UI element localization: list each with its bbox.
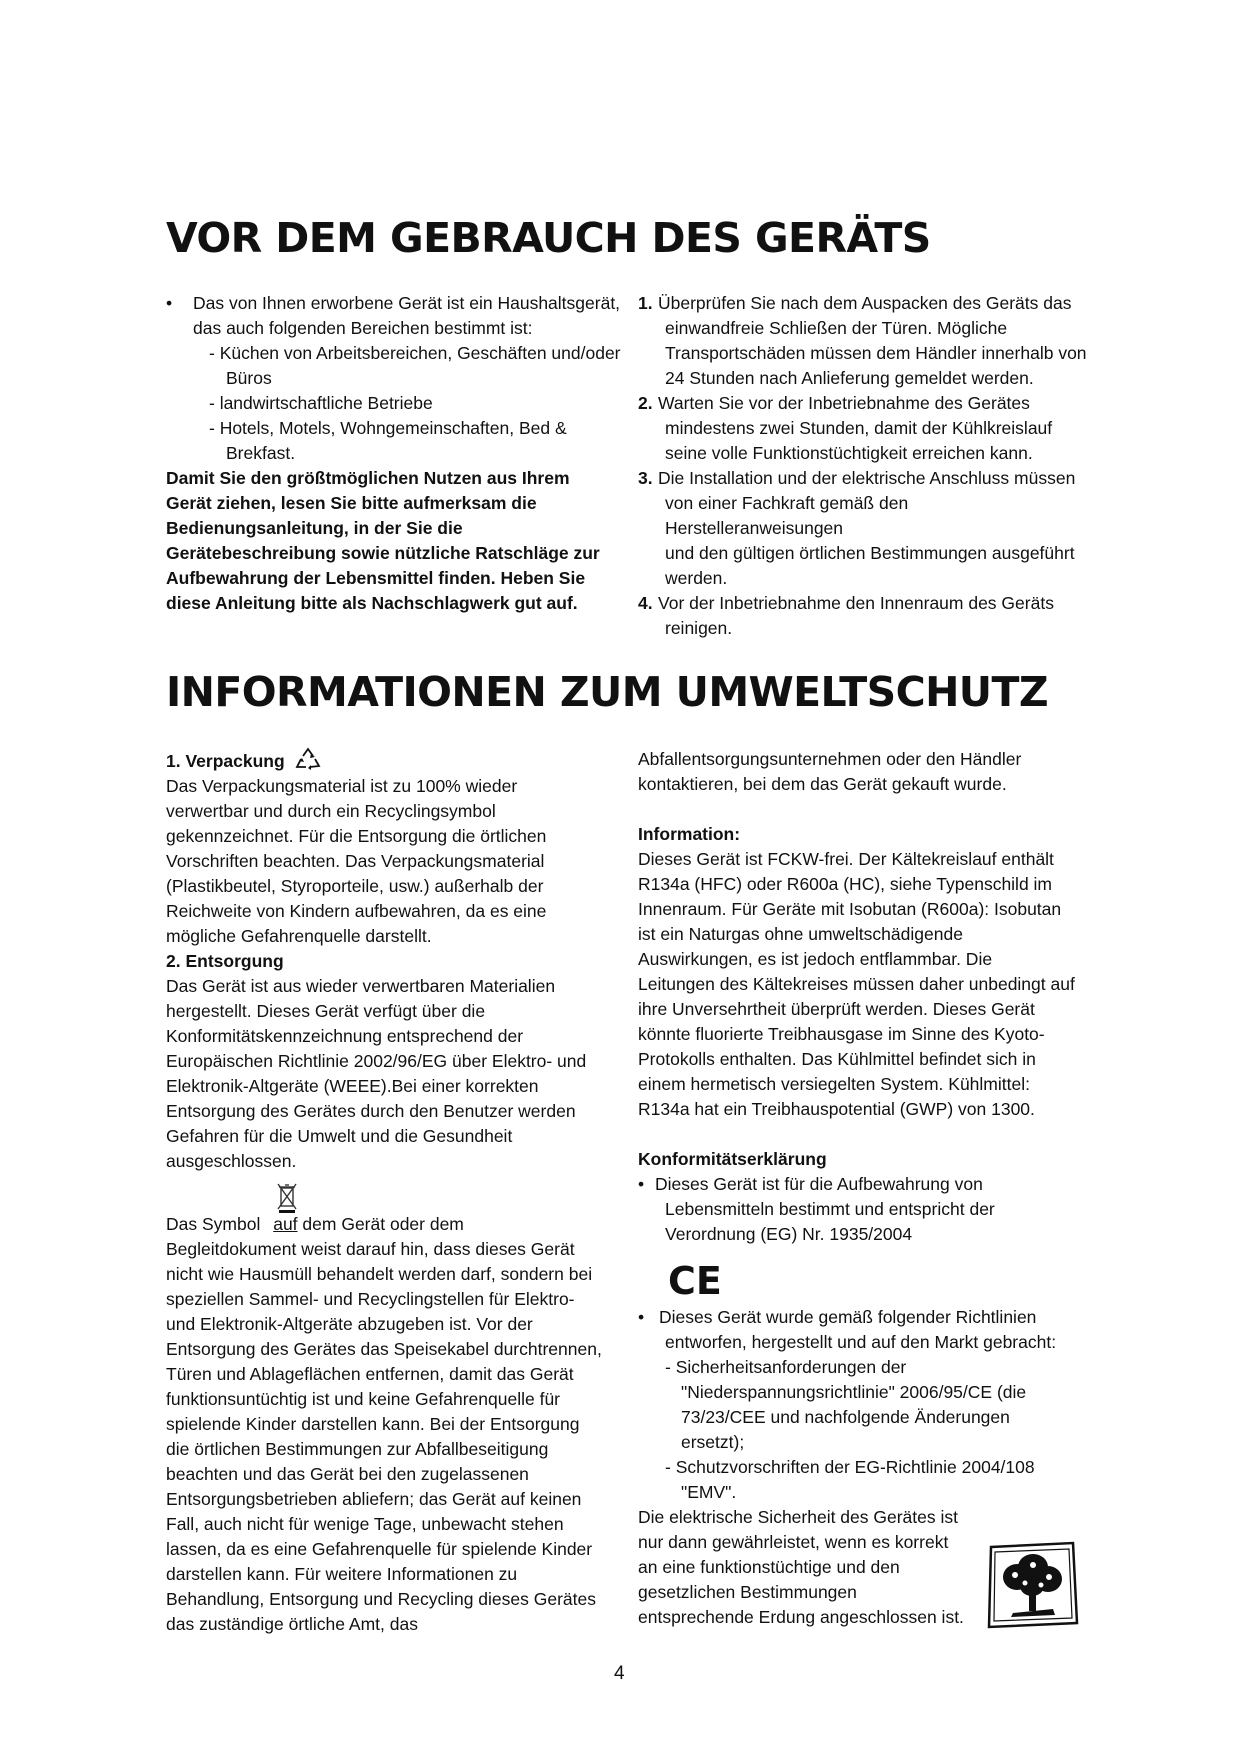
- directive-item: - Sicherheitsanforderungen der: [665, 1357, 907, 1377]
- step-item: 1. Überprüfen Sie nach dem Auspacken des Geräts das einwandfreie Schließen der Türen. Mögliche Transportschäden müssen dem Händler innerhalb von 24 Stunden nach Anlieferung gemeldet werden.: [638, 293, 1087, 388]
- svg-text:CE: CE: [668, 1261, 722, 1301]
- bullet-household: • Das von Ihnen erworbene Gerät ist ein Haushaltsgerät, das auch folgenden Bereichen bestimmt ist:: [166, 293, 621, 338]
- area-item: - landwirtschaftliche Betriebe: [209, 393, 433, 413]
- section-title-before-use: VOR DEM GEBRAUCH DES GERÄTS: [166, 214, 931, 262]
- directive-item-cont: "Niederspannungsrichtlinie" 2006/95/CE (die: [681, 1382, 1027, 1402]
- step-item: 3. Die Installation und der elektrische Anschluss müssen von einer Fachkraft gemäß den Herstelleranweisungen und den gültigen örtlichen Bestimmungen ausgeführt werden.: [638, 468, 1076, 588]
- step-item: 2. Warten Sie vor der Inbetriebnahme des Gerätes mindestens zwei Stunden, damit der Kühlkreislauf seine volle Funktionstüchtigkeit erreichen kann.: [638, 393, 1053, 463]
- environment-right-column: Abfallentsorgungsunternehmen oder den Händler kontaktieren, bei dem das Gerät gekauft wurde. Information: Dieses Gerät ist FCKW-frei. Der Kältekreislauf enthält R134a (HFC) oder R600a (HC), siehe Typenschild im Innenraum. Für Geräte mit Isobutan (R600a): Isobutan ist ein Naturgas ohne umweltschädigende Auswirkungen, es ist jedoch entflammbar. Die Leitungen des Kältekreises müssen daher unbedingt auf ihre Unversehrtheit überprüft werden. Dieses Gerät könnte fluorierte Treibhausgase im Sinne des Kyoto- Protokolls enthalten. Das Kühlmittel befindet sich in einem hermetisch versiegelten System. Kühlmittel: R134a hat ein Treibhauspotential (GWP) von 1300. Konformitätserklärung • Dieses Gerät ist für die Aufbewahrung von Lebensmitteln bestimmt und entspricht der Verordnung (EG) Nr. 1935/2004 CE • Dieses Gerät wurde gemäß folgender Richtlinien entworfen, hergestellt und auf den Markt gebracht: - Sicherheitsanforderungen der "Niederspannungsrichtlinie" 2006/95/CE (die 73/23/CEE und nachfolgende Änderungen ersetzt); - Schutzvorschriften der EG-Richtlinie 2004/108 "EMV". Die elektrische Sicherheit des Gerätes ist nur dann gewährleistet, wenn es korrekt an eine funktionstüchtige und den gesetzlichen Bestimmungen entsprechende Erdung angeschlossen ist.: [638, 747, 1098, 1630]
- area-item-cont: Brekfast.: [226, 443, 296, 463]
- ce-mark-row: [638, 1247, 1098, 1305]
- directive-item-cont: "EMV".: [681, 1482, 737, 1502]
- information-heading: Information:: [638, 824, 741, 844]
- section-title-environment: INFORMATIONEN ZUM UMWELTSCHUTZ: [166, 668, 1048, 716]
- environment-left-column: 1. Verpackung Das Verpackungsmaterial ist zu 100% wieder verwertbar und durch ein Recyclingsymbol gekennzeichnet. Für die Entsorgung die örtlichen Vorschriften beachten. Das Verpackungsmaterial (Plastikbeutel, Styroporteile, usw.) außerhalb der Reichweite von Kindern aufbewahren, da es eine mögliche Gefahrenquelle darstellt. 2. Entsorgung Das Gerät ist aus wieder verwertbaren Materialien hergestellt. Dieses Gerät verfügt über die Konformitätskennzeichnung entsprechend der Europäischen Richtlinie 2002/96/EG über Elektro- und Elektronik-Altgeräte (WEEE).Bei einer korrekten Entsorgung des Gerätes durch den Benutzer werden Gefahren für die Umwelt und die Gesundheit ausgeschlossen. Das Symbol auf dem Gerät oder dem Begleitdokument weist darauf hin, dass dieses Gerät nicht wie Hausmüll behandelt werden darf, sondern bei speziellen Sammel- und Recyclingstellen für Elektro- und Elektronik-Altgeräte abzugeben ist. Vor der Entsorgung des Gerätes das Speisekabel durchtrennen, Türen und Ablageflächen entfernen, damit das Gerät funktionsuntüchtig ist und keine Gefahrenquelle für spielende Kinder darstellen kann. Bei der Entsorgung die örtlichen Bestimmungen zur Abfallbeseitigung beachten und das Gerät bei den zugelassenen Entsorgungsbetrieben abliefern; das Gerät auf keinen Fall, auch nicht für wenige Tage, unbewacht stehen lassen, da es eine Gefahrenquelle für spielende Kinder darstellen kann. Für weitere Informationen zu Behandlung, Entsorgung und Recycling dieses Gerätes das zuständige örtliche Amt, das: [166, 747, 626, 1637]
- conformity-bullet-directives: • Dieses Gerät wurde gemäß folgender Richtlinien entworfen, hergestellt und auf den Markt gebracht:: [638, 1307, 1057, 1352]
- conformity-heading: Konformitätserklärung: [638, 1149, 827, 1169]
- recycle-icon: [294, 747, 322, 771]
- area-item-cont: Büros: [226, 368, 272, 388]
- bold-reading-note: Damit Sie den größtmöglichen Nutzen aus Ihrem Gerät ziehen, lesen Sie bitte aufmerksam die Bedienungsanleitung, in der Sie die Gerätebeschreibung sowie nützliche Ratschläge zur Aufbewahrung der Lebensmittel finden. Heben Sie diese Anleitung bitte als Nachschlagwerk gut auf.: [166, 468, 600, 613]
- area-item: - Hotels, Motels, Wohngemeinschaften, Bed &: [209, 418, 567, 438]
- conformity-bullet-food: • Dieses Gerät ist für die Aufbewahrung von Lebensmitteln bestimmt und entspricht der Verordnung (EG) Nr. 1935/2004: [638, 1174, 995, 1244]
- packaging-heading: 1. Verpackung: [166, 747, 626, 774]
- tree-icon: [983, 1539, 1081, 1629]
- bullet-dot: •: [638, 1307, 645, 1327]
- directive-item: - Schutzvorschriften der EG-Richtlinie 2004/108: [665, 1457, 1035, 1477]
- area-item: - Küchen von Arbeitsbereichen, Geschäften und/oder: [209, 343, 621, 363]
- disposal-heading: 2. Entsorgung: [166, 951, 284, 971]
- before-use-steps: [638, 291, 1088, 641]
- crossed-bin-icon: [275, 1181, 299, 1213]
- ce-mark: [668, 1261, 726, 1301]
- bullet-dot: •: [638, 1174, 645, 1194]
- symbol-line: Das Symbol auf dem Gerät oder dem: [166, 1212, 626, 1237]
- directive-item-cont: 73/23/CEE und nachfolgende Änderungen: [681, 1407, 1010, 1427]
- step-item: 4. Vor der Inbetriebnahme den Innenraum des Geräts reinigen.: [638, 593, 1054, 638]
- page-number: 4: [614, 1663, 625, 1684]
- bullet-dot: •: [166, 293, 173, 313]
- before-use-left-column: [166, 291, 626, 616]
- directive-item-cont: ersetzt);: [681, 1432, 745, 1452]
